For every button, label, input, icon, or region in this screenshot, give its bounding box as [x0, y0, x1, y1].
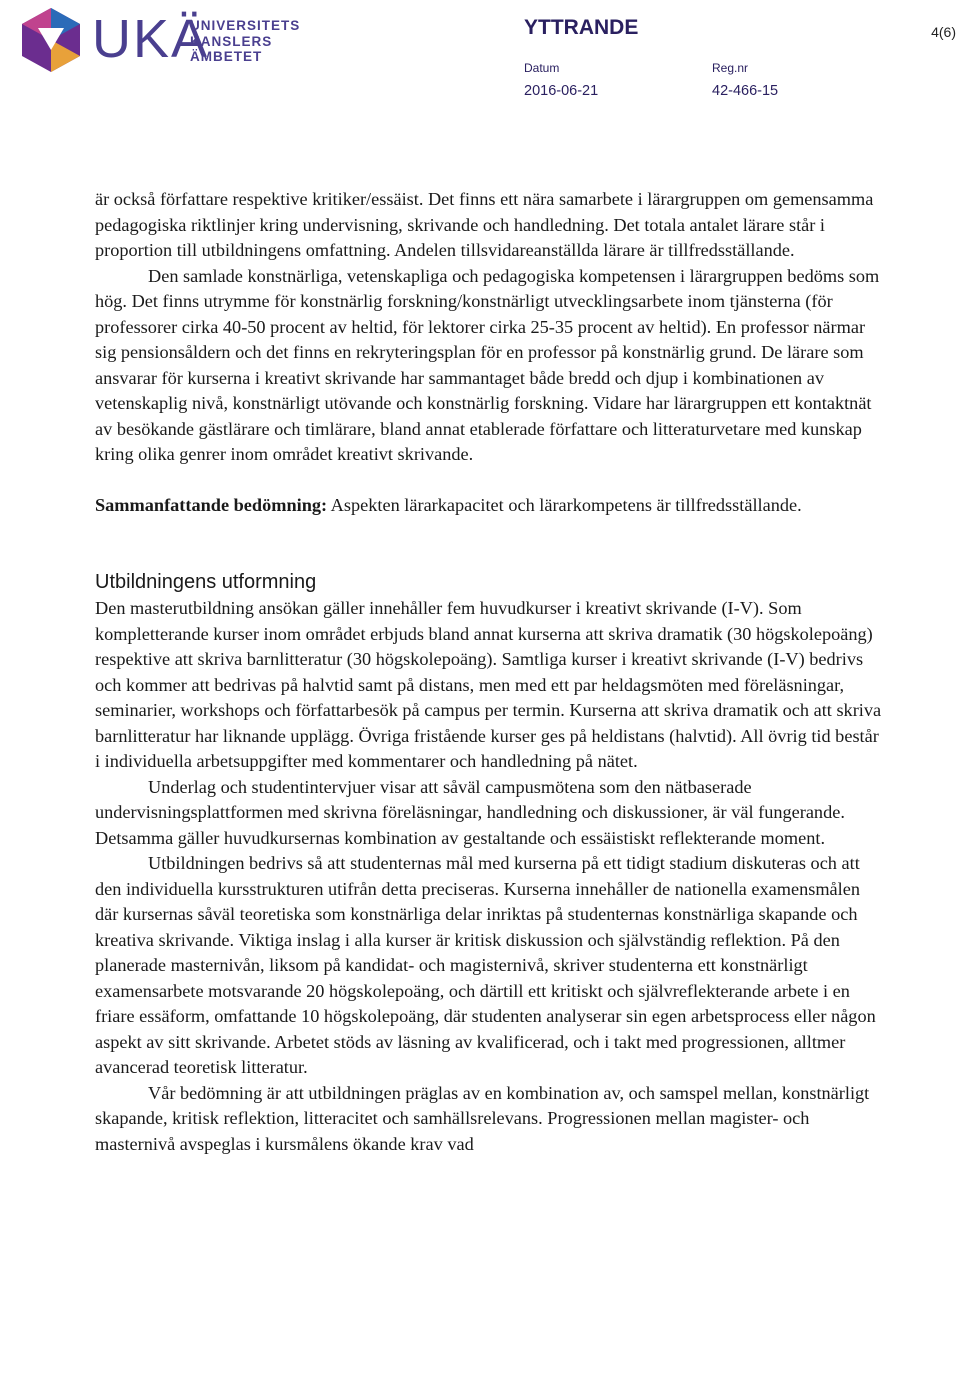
date-label: Datum: [524, 61, 560, 75]
paragraph-course-structure: Den masterutbildning ansökan gäller innehåller fem huvudkurser i kreativt skrivande (I-V). Som kompletterande kurser inom området erbjuds bland annat kurserna att skriva dramatik (30 högskolepoäng) respektive att skriva barnlitteratur (30 högskolepoäng). Samtliga kurser i kreativt skrivande (I-V) bedrivs och kommer att bedrivas på halvtid samt på distans, men med ett par heldagsmöten med föreläsningar, seminarier, workshops och författarbesök på campus per termin. Kurserna att skriva dramatik och att skriva barnlitteratur har liknande upplägg. Övriga fristående kurser ges på heldistans (halvtid). All övrig tid består i individuella arbetsuppgifter med kommentarer och handledning på nätet.: [95, 598, 882, 771]
paragraph-teachers-collaboration: är också författare respektive kritiker/essäist. Det finns ett nära samarbete i lärargruppen om gemensamma pedagogiska riktlinjer kring undervisning, skrivande och handledning. Det totala antalet lärare står i proportion till utbildningens omfattning. Andelen tillsvidareanställda lärare är tillfredsställande.: [95, 189, 874, 260]
brand-line-2: KANSLERS: [190, 33, 273, 49]
summary-assessment: [95, 493, 885, 519]
date-value: 2016-06-21: [524, 83, 599, 99]
brand-full-name: [190, 18, 300, 65]
paragraph-student-interviews: Underlag och studentintervjuer visar att såväl campusmötena som den nätbaserade undervisningsplattformen med skrivna föreläsningar, handledning och diskussioner, är väl fungerande. Detsamma gäller huvudkursernas kombination av gestaltande och essäistiskt reflekterande moment.: [95, 776, 845, 848]
brand-line-1: UNIVERSITETS: [190, 18, 301, 33]
section-heading: Utbildningens utformning: [95, 571, 317, 593]
reg-label: Reg.nr: [712, 61, 749, 75]
reg-value: 42-466-15: [712, 83, 779, 99]
paragraph-course-goals: Utbildningen bedrivs så att studenternas mål med kurserna på ett tidigt stadium diskuteras och att den individuella kursstrukturen utifrån detta preciseras. Kurserna innehåller de nationella examensmålen där kursernas såväl teoretiska som konstnärliga delar inriktas på studenternas konstnärliga skapande och kreativa skrivande. Viktiga inslag i alla kurser är kritisk diskussion och självständig reflektion. På den planerade masternivån, liksom på kandidat- och magisternivå, skriver studenterna ett konstnärligt examensarbete motsvarande 20 högskolepoäng, och därtill ett kritiskt och självreflekterande arbete i en friare essäform, omfattande 10 högskolepoäng, där studenten analyserar sin egen arbetsprocess eller någon aspekt av sitt skrivande. Arbetet stöds av läsning av kvalificerad, och i takt med progressionen, alltmer avancerad teoretisk litteratur.: [95, 853, 876, 1077]
page-number: 4(6): [931, 24, 956, 40]
brand-line-3: ÄMBETET: [190, 49, 263, 64]
brand-short: UKÄ: [92, 9, 210, 69]
summary-text: Aspekten lärarkapacitet och lärarkompetens är tillfredsställande.: [327, 494, 802, 515]
paragraph-assessment: Vår bedömning är att utbildningen präglas av en kombination av, och samspel mellan, konstnärligt skapande, kritisk reflektion, litteracitet och samhällsrelevans. Progressionen mellan magister- och masternivå avspeglas i kursmålens ökande krav vad: [95, 1082, 870, 1154]
paragraph-teacher-competence: Den samlade konstnärliga, vetenskapliga och pedagogiska kompetensen i lärargruppen bedöms som hög. Det finns utrymme för konstnärlig forskning/konstnärligt utvecklingsarbete inom tjänsterna (för professorer cirka 40-50 procent av heltid, för lektorer cirka 25-35 procent av heltid). En professor närmar sig pensionsåldern och det finns en rekryteringsplan för en professor på konstnärlig grund. De lärare som ansvarar för kurserna i kreativt skrivande har sammantaget både bredd och djup i kombinationen av vetenskaplig nivå, konstnärligt utövande och konstnärlig forskning. Vidare har lärargruppen ett kontaktnät av besökande gästlärare och timlärare, bland annat etablerade författare och litteraturvetare med kunskap kring olika genrer inom området kreativt skrivande.: [95, 265, 880, 464]
document-type: YTTRANDE: [524, 16, 639, 39]
uka-logo-icon: [18, 6, 84, 74]
document-body: [95, 187, 885, 1157]
summary-label: Sammanfattande bedömning:: [95, 494, 328, 515]
